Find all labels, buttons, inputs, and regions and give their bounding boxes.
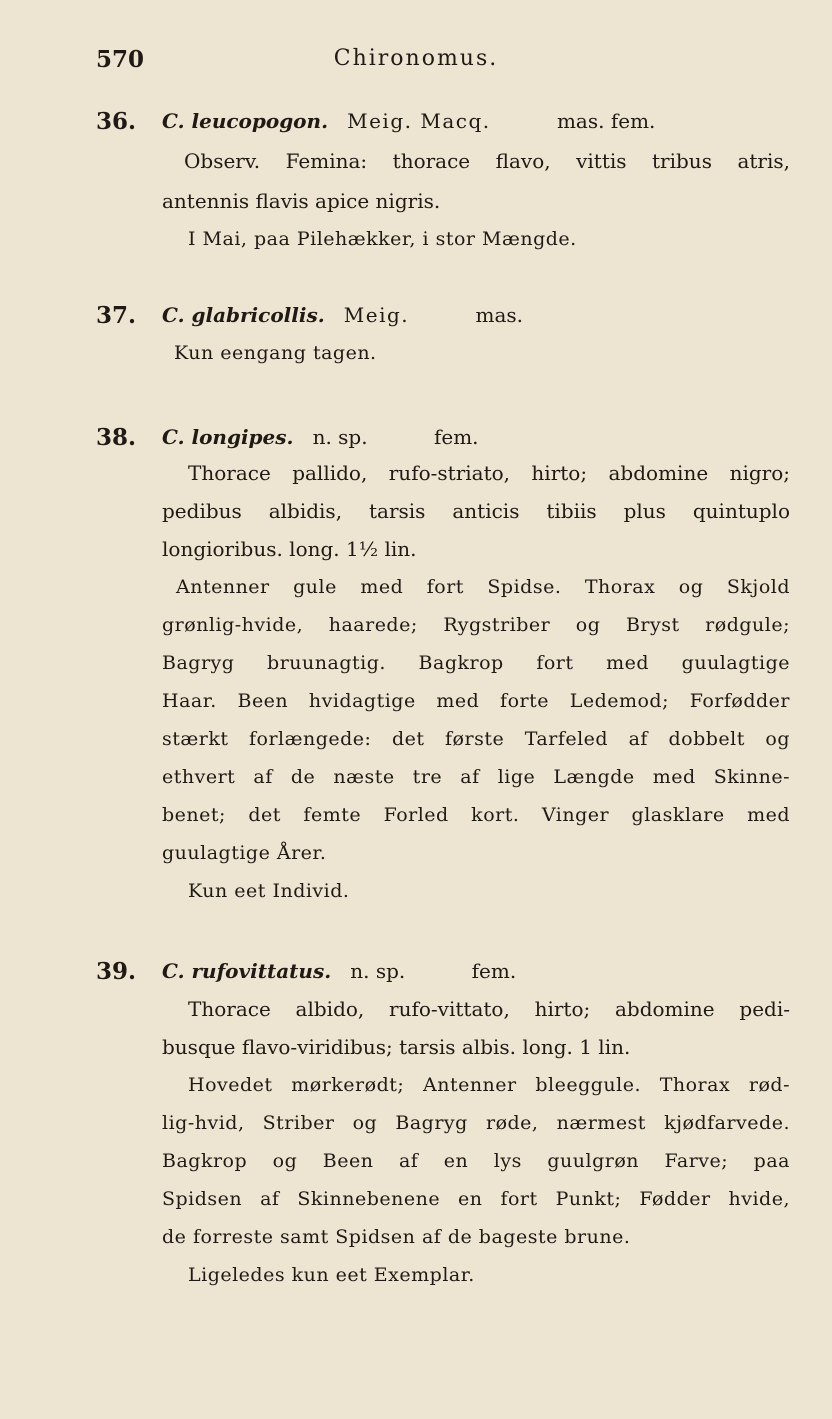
running-title: Chironomus. — [333, 46, 499, 71]
danish-line: de forreste samt Spidsen af de bageste brune. — [162, 1226, 631, 1248]
entry-heading — [162, 954, 516, 988]
page-header — [96, 46, 736, 76]
danish-line: Bagkrop og Been af en lys guulgrøn Farve; paa — [162, 1150, 790, 1172]
sex: mas. fem. — [556, 109, 656, 133]
danish-line: Kun eengang tagen. — [174, 342, 377, 364]
entry-heading — [162, 298, 523, 332]
sex: fem. — [471, 959, 517, 983]
latin-line: Thorace albido, rufo-vittato, hirto; abdomine pedi- — [188, 997, 790, 1021]
species-name: C. rufovittatus. — [162, 959, 332, 983]
danish-line: Hovedet mørkerødt; Antenner bleeggule. Thorax rød- — [188, 1074, 790, 1096]
entry-number: 36. — [96, 108, 137, 135]
danish-line: Kun eet Individ. — [188, 880, 350, 902]
species-name: C. leucopogon. — [162, 109, 329, 133]
latin-line: antennis flavis apice nigris. — [162, 189, 441, 213]
authority: Meig. — [343, 303, 410, 327]
sex: fem. — [433, 425, 479, 449]
danish-line: I Mai, paa Pilehækker, i stor Mængde. — [188, 228, 577, 250]
entry-number: 38. — [96, 424, 137, 451]
latin-line: longioribus. long. 1½ lin. — [162, 537, 417, 561]
danish-line: guulagtige Årer. — [162, 842, 327, 864]
danish-line: ethvert af de næste tre af lige Længde med Skinne- — [162, 766, 790, 788]
species-name: C. glabricollis. — [162, 303, 325, 327]
page-number: 570 — [96, 46, 145, 73]
danish-line: Ligeledes kun eet Exemplar. — [188, 1264, 475, 1286]
danish-line: benet; det femte Forled kort. Vinger glasklare med — [162, 804, 790, 826]
latin-line: Observ. Femina: thorace flavo, vittis tribus atris, — [184, 149, 790, 173]
latin-line: busque flavo-viridibus; tarsis albis. long. 1 lin. — [162, 1035, 631, 1059]
latin-line: pedibus albidis, tarsis anticis tibiis plus quintuplo — [162, 499, 790, 523]
danish-line: Spidsen af Skinnebenene en fort Punkt; Fødder hvide, — [162, 1188, 790, 1210]
entry-heading — [162, 420, 479, 454]
latin-line: Thorace pallido, rufo-striato, hirto; abdomine nigro; — [188, 461, 790, 485]
entry-number: 39. — [96, 958, 137, 985]
authority: n. sp. — [312, 425, 368, 449]
danish-line: Bagryg bruunagtig. Bagkrop fort med guulagtige — [162, 652, 790, 674]
danish-line: lig-hvid, Striber og Bagryg røde, nærmest kjødfarvede. — [162, 1112, 790, 1134]
danish-line: grønlig-hvide, haarede; Rygstriber og Bryst rødgule; — [162, 614, 790, 636]
authority: Meig. Macq. — [347, 109, 491, 133]
entry-heading — [162, 104, 655, 138]
danish-line: stærkt forlængede: det første Tarfeled af dobbelt og — [162, 728, 790, 750]
authority: n. sp. — [350, 959, 406, 983]
sex: mas. — [475, 303, 524, 327]
entry-number: 37. — [96, 302, 137, 329]
danish-line: Haar. Been hvidagtige med forte Ledemod; Forfødder — [162, 690, 790, 712]
species-name: C. longipes. — [162, 425, 294, 449]
danish-line: Antenner gule med fort Spidse. Thorax og Skjold — [176, 576, 790, 598]
